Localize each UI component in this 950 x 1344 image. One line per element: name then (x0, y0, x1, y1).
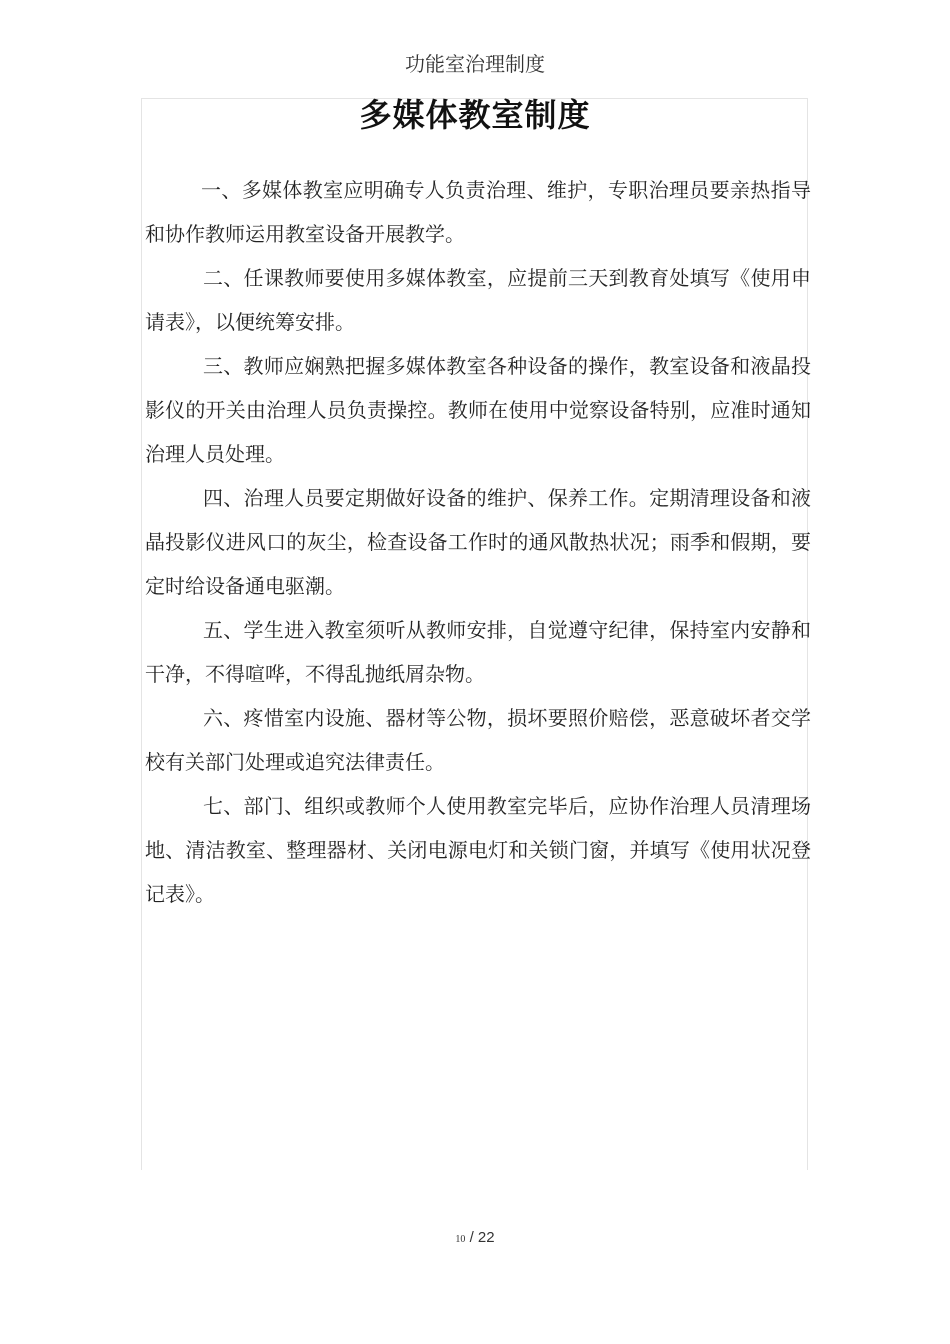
paragraph-2: 二、任课教师要使用多媒体教室，应提前三天到教育处填写《使用申请表》，以便统筹安排。 (145, 266, 811, 334)
running-header: 功能室治理制度 (405, 52, 545, 76)
document-title: 多媒体教室制度 (359, 96, 591, 134)
document-body (145, 168, 811, 916)
paragraph-7: 七、部门、组织或教师个人使用教室完毕后，应协作治理人员清理场地、清洁教室、整理器材、关闭电源电灯和关锁门窗，并填写《使用状况登记表》。 (145, 794, 811, 906)
page-separator: / (469, 1229, 474, 1246)
paragraph-6: 六、疼惜室内设施、器材等公物，损坏要照价赔偿，恶意破坏者交学校有关部门处理或追究法律责任。 (145, 706, 811, 774)
paragraph-4: 四、治理人员要定期做好设备的维护、保养工作。定期清理设备和液晶投影仪进风口的灰尘，检查设备工作时的通风散热状况；雨季和假期，要定时给设备通电驱潮。 (145, 486, 811, 598)
current-page-number: 10 (455, 1234, 466, 1245)
total-pages: 22 (477, 1229, 495, 1246)
paragraph-5: 五、学生进入教室须听从教师安排，自觉遵守纪律，保持室内安静和干净，不得喧哗，不得乱抛纸屑杂物。 (145, 618, 811, 686)
page-number (0, 1229, 950, 1246)
paragraph-3: 三、教师应娴熟把握多媒体教室各种设备的操作，教室设备和液晶投影仪的开关由治理人员负责操控。教师在使用中觉察设备特别，应准时通知治理人员处理。 (145, 354, 811, 466)
paragraph-1: 一、多媒体教室应明确专人负责治理、维护，专职治理员要亲热指导和协作教师运用教室设备开展教学。 (145, 178, 811, 246)
